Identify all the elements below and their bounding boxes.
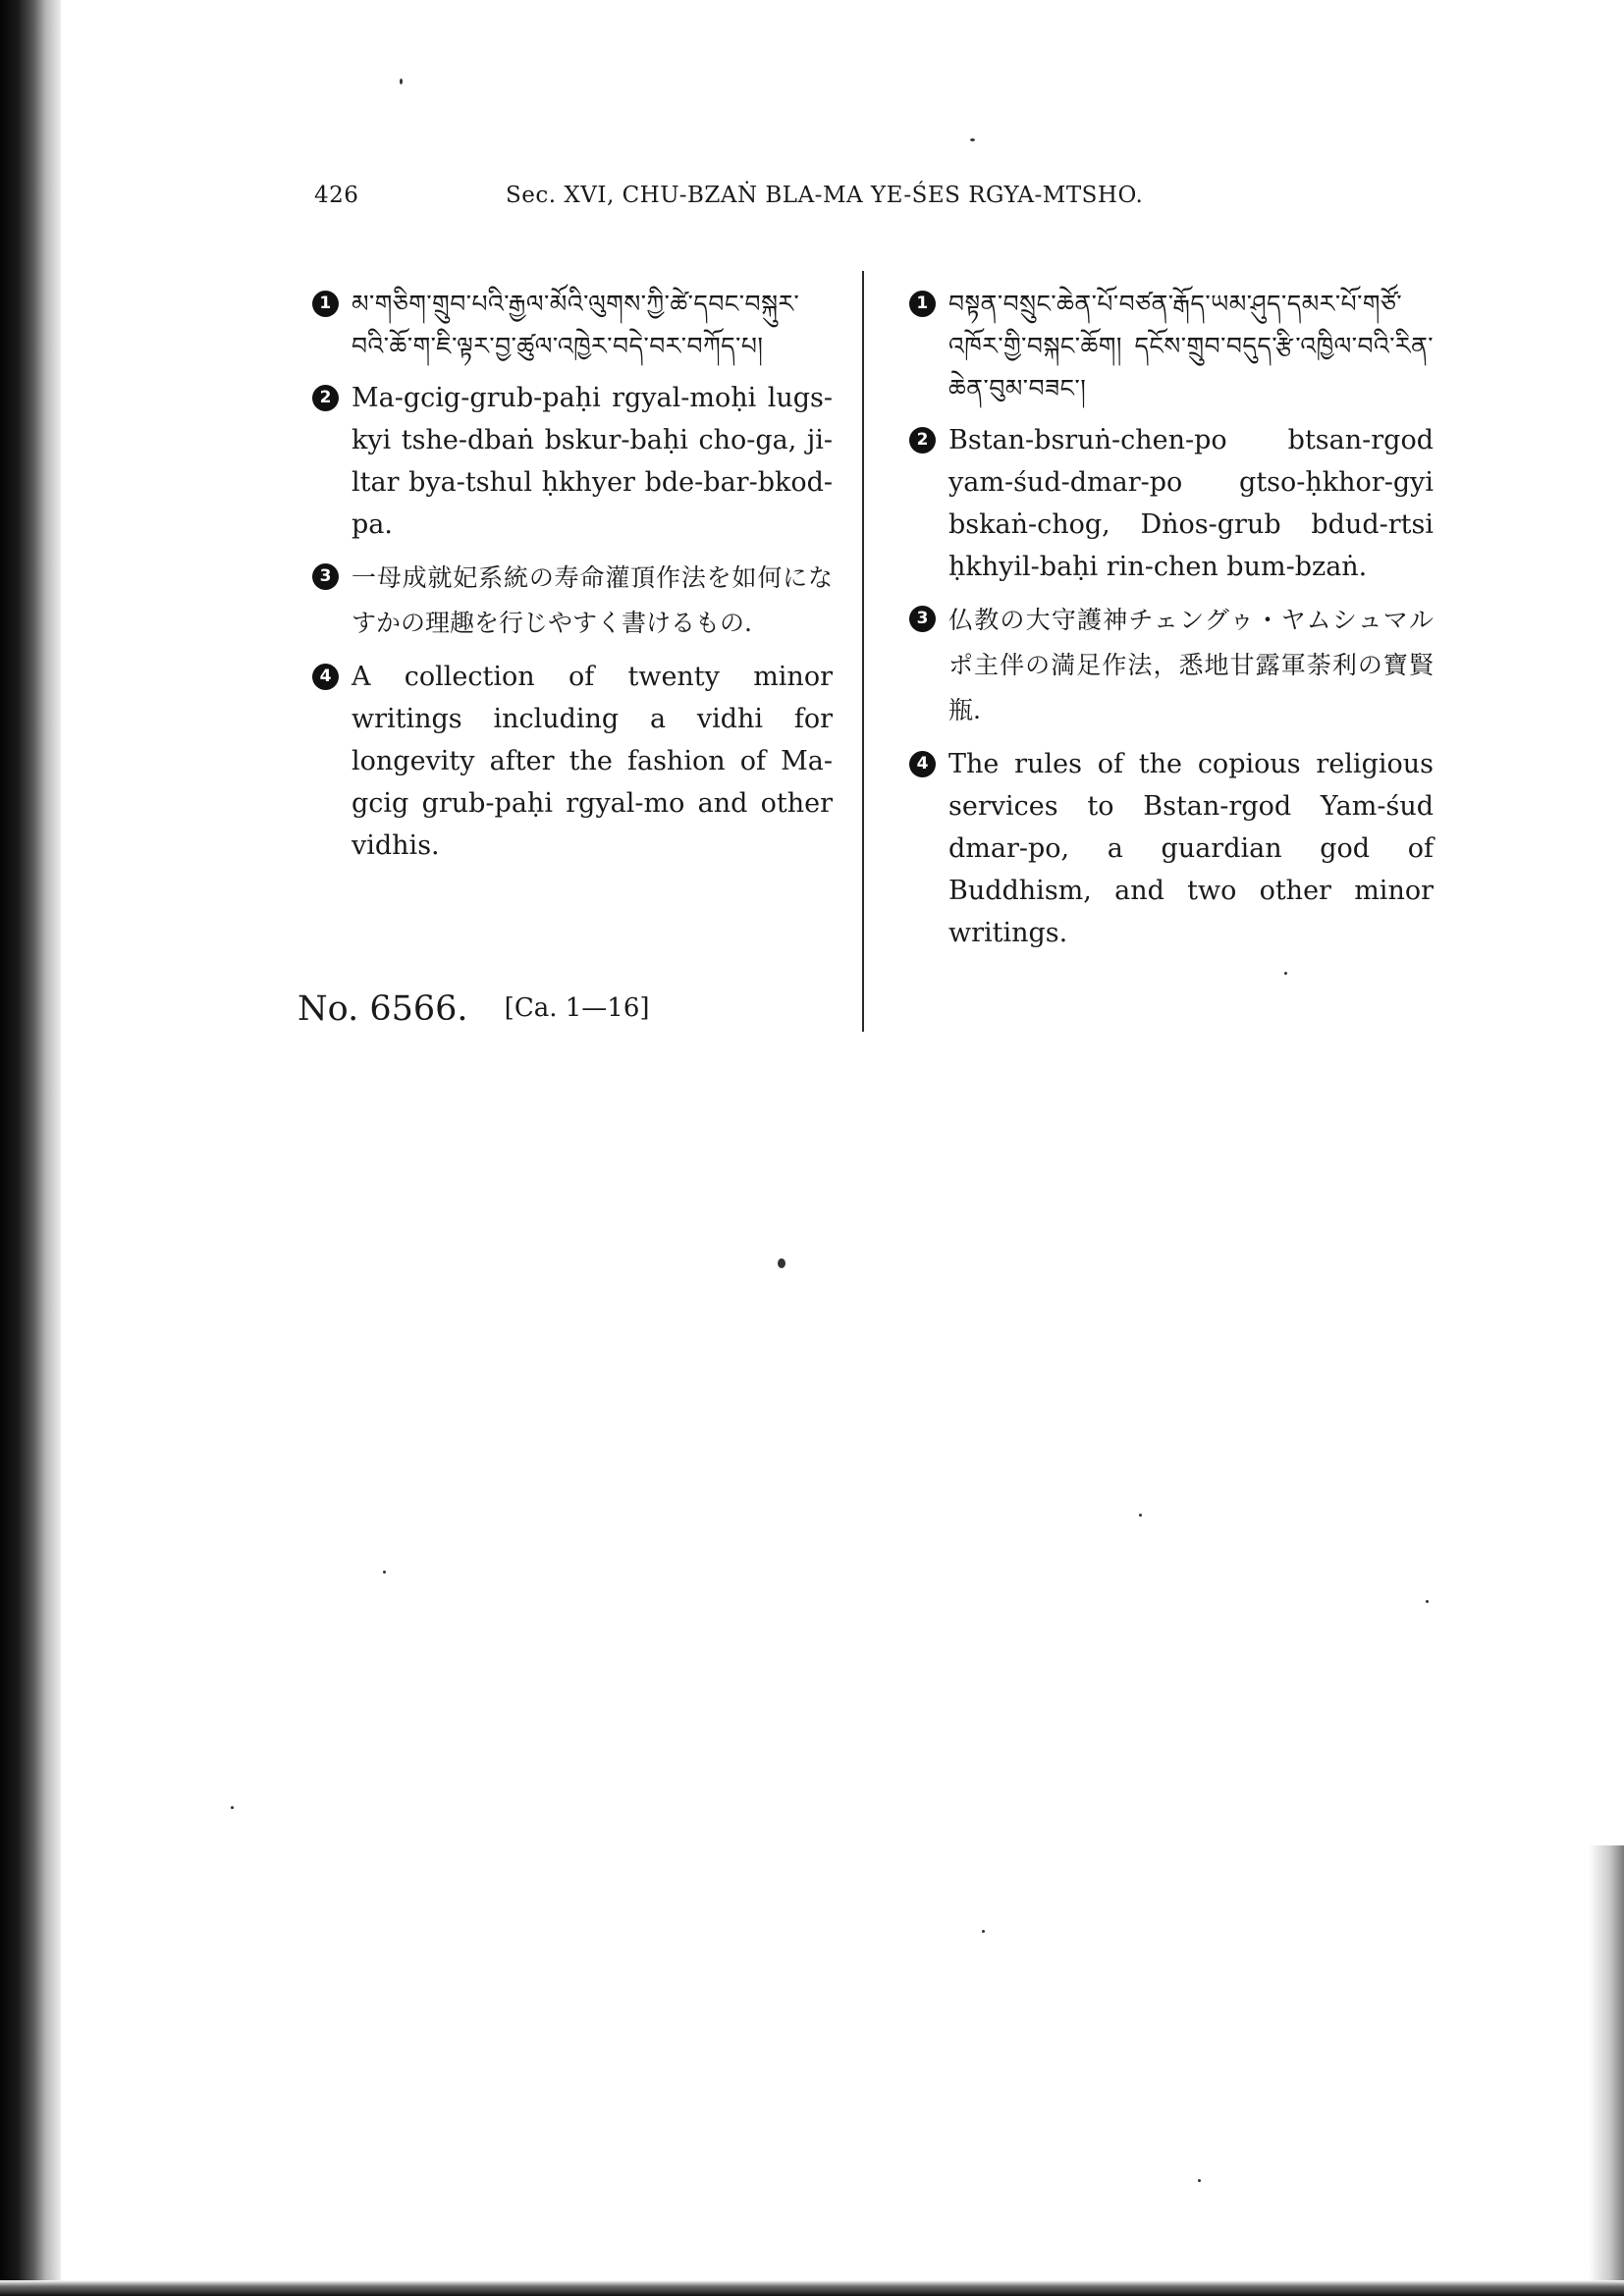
right-column — [909, 283, 1434, 964]
right-item-transliteration — [909, 419, 1434, 588]
scan-speck — [1139, 1514, 1142, 1517]
scan-binding-edge — [0, 0, 61, 2296]
circled-number-1: 1 — [312, 291, 339, 317]
left-tibetan-title: མ་གཅིག་གྲུབ་པའི་རྒྱལ་མོའི་ལུགས་ཀྱི་ཚེ་དབང་བསྐུར་བའི་ཆོ་ག་ཇི་ལྟར་བྱ་ཚུལ་འཁྱེར་བདེ་བར་བཀོད་པ། — [352, 290, 800, 360]
scan-speck — [400, 79, 403, 84]
right-english-description: The rules of the copious religious services to Bstan-rgod Yam-śud dmar-po, a guardian god of Buddhism, and two other minor writings. — [948, 749, 1434, 948]
scan-speck — [231, 1806, 234, 1809]
left-column — [312, 283, 833, 877]
page-number: 426 — [314, 183, 359, 208]
scan-right-shadow — [1589, 1845, 1624, 2296]
column-divider — [862, 271, 864, 1032]
entry-reference: [Ca. 1—16] — [504, 993, 650, 1023]
left-item-tibetan — [312, 283, 833, 367]
circled-number-2: 2 — [909, 427, 936, 454]
right-tibetan-title: བསྟན་བསྲུང་ཆེན་པོ་བཙན་རྒོད་ཡམ་ཤུད་དམར་པོ་གཙོ་འཁོར་གྱི་བསྐང་ཆོག། དངོས་གྲུབ་བདུད་རྩི་འཁྱིལ་བའི་རིན་ཆེན་བུམ་བཟང་། — [948, 290, 1434, 402]
scan-speck — [1426, 1600, 1429, 1603]
scan-speck — [383, 1571, 386, 1574]
right-item-english — [909, 743, 1434, 954]
circled-number-3: 3 — [312, 563, 339, 590]
right-japanese-title: 仏教の大守護神チェングゥ・ヤムシュマルポ主伴の満足作法，悉地甘露軍荼利の寶賢瓶. — [948, 606, 1434, 724]
circled-number-4: 4 — [312, 664, 339, 690]
left-item-transliteration — [312, 377, 833, 546]
circled-number-3: 3 — [909, 606, 936, 632]
left-item-japanese — [312, 556, 833, 646]
left-english-description: A collection of twenty minor writings including a vidhi for longevity after the fashion of Ma-gcig grub-paḥi rgyal-mo and other vidhis. — [352, 662, 833, 861]
scan-speck — [982, 1930, 985, 1933]
scan-speck — [778, 1258, 785, 1268]
circled-number-1: 1 — [909, 291, 936, 317]
entry-number: No. 6566. — [298, 989, 468, 1029]
right-item-tibetan — [909, 283, 1434, 409]
left-item-english — [312, 656, 833, 867]
next-entry-heading — [298, 989, 650, 1029]
circled-number-2: 2 — [312, 385, 339, 411]
scan-bottom-edge — [0, 2280, 1624, 2296]
left-japanese-title: 一母成就妃系統の寿命灌頂作法を如何になすかの理趣を行じやすく書けるもの. — [352, 563, 833, 637]
scan-speck — [1284, 972, 1287, 975]
left-transliteration: Ma-gcig-grub-paḥi rgyal-moḥi lugs-kyi tshe-dbaṅ bskur-baḥi cho-ga, ji-ltar bya-tshul ḥkhyer bde-bar-bkod-pa. — [352, 383, 833, 540]
right-item-japanese — [909, 598, 1434, 733]
circled-number-4: 4 — [909, 751, 936, 777]
scan-speck — [1198, 2179, 1201, 2182]
running-head-title: Sec. XVI, CHU-BZAṄ BLA-MA YE-ŚES RGYA-MTSHO. — [506, 183, 1144, 208]
right-transliteration: Bstan-bsruṅ-chen-po btsan-rgod yam-śud-dmar-po gtso-ḥkhor-gyi bskaṅ-chog, Dṅos-grub bdud-rtsi ḥkhyil-baḥi rin-chen bum-bzaṅ. — [948, 425, 1434, 582]
scan-speck — [970, 138, 975, 141]
